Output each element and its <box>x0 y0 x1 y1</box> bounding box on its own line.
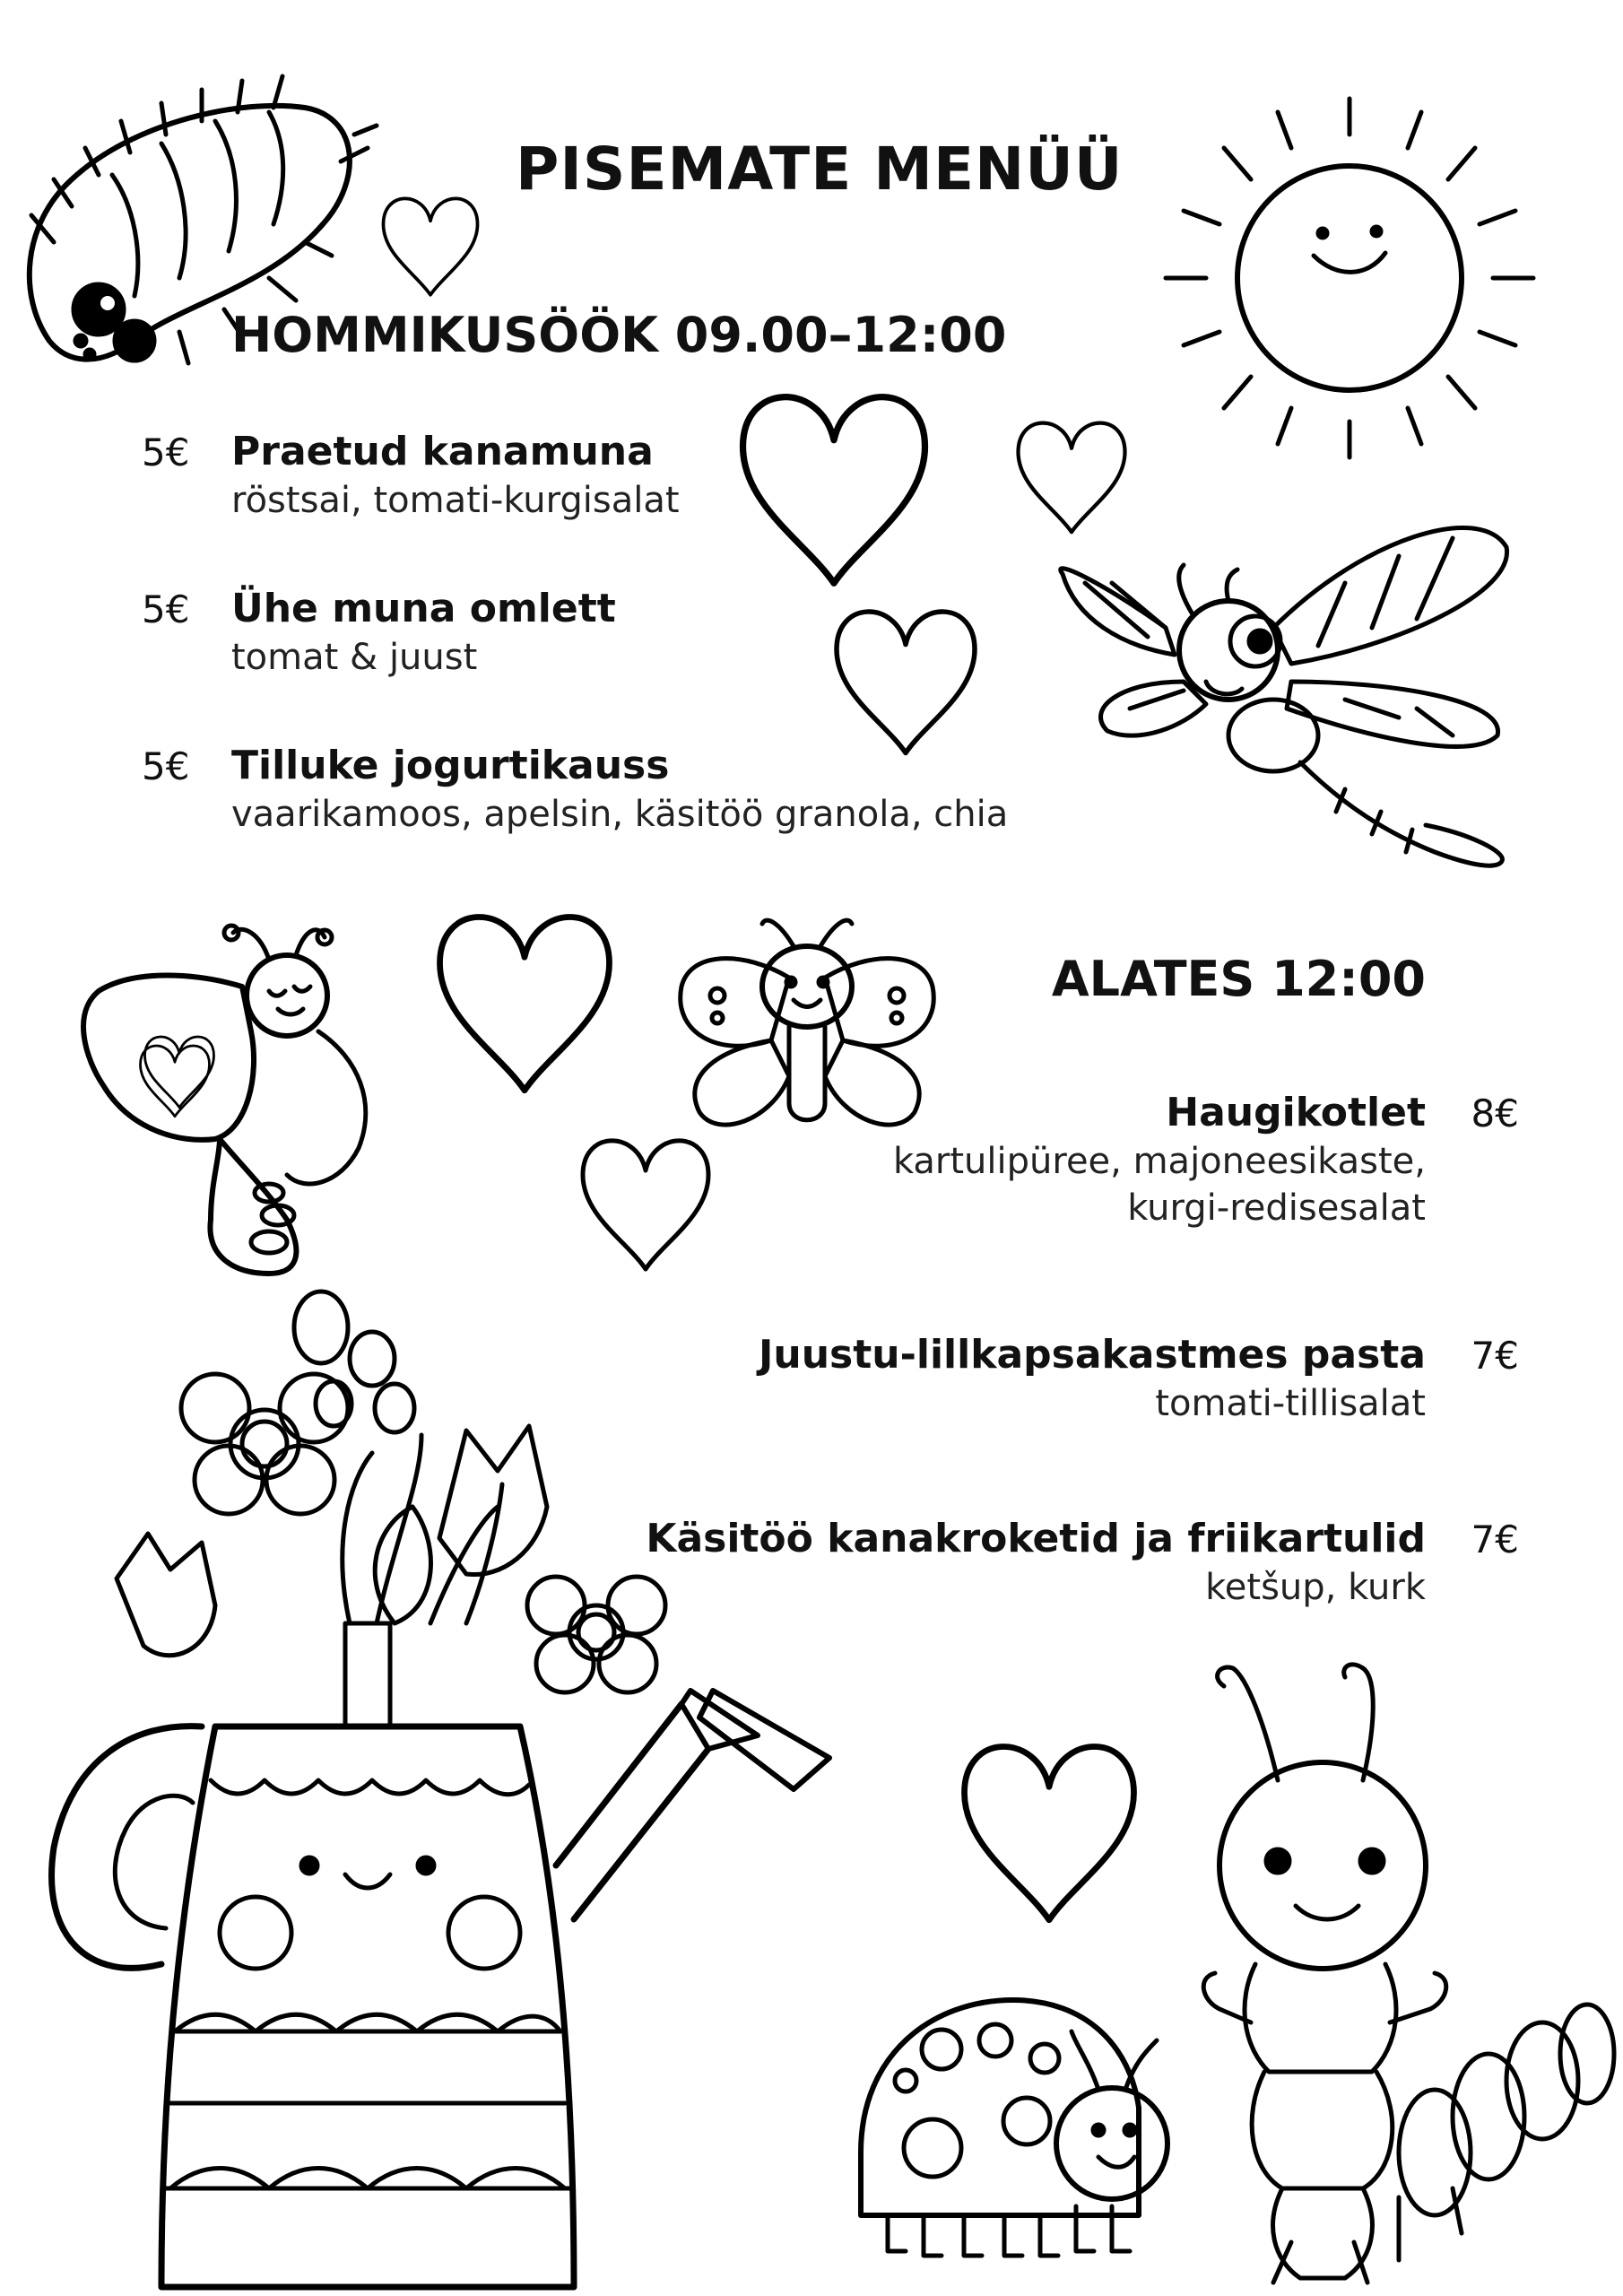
breakfast-item <box>142 429 680 521</box>
heart-icon <box>965 1746 1134 1919</box>
dragonfly-icon <box>1061 527 1507 865</box>
heart-icon <box>583 1141 708 1269</box>
caterpillar-icon <box>1203 1665 1614 2283</box>
lunch-item <box>646 1516 1519 1608</box>
heart-icon <box>1019 423 1125 533</box>
item-description: kurgi-redisesalat <box>1127 1187 1426 1229</box>
watering-can-icon <box>52 1623 829 2287</box>
item-name: Käsitöö kanakroketid ja friikartulid <box>646 1516 1426 1561</box>
item-description: tomat & juust <box>231 637 478 678</box>
breakfast-section-title: HOMMIKUSÖÖK 09.00–12:00 <box>231 307 1007 363</box>
sun-icon <box>1166 99 1533 457</box>
lunch-section-title: ALATES 12:00 <box>1051 951 1426 1007</box>
menu-title: PISEMATE MENÜÜ <box>516 135 1124 204</box>
item-name: Tilluke jogurtikauss <box>231 743 670 788</box>
lunch-item <box>759 1332 1519 1424</box>
breakfast-item <box>142 586 616 678</box>
heart-icon <box>384 198 478 294</box>
item-name: Juustu-lillkapsakastmes pasta <box>759 1332 1426 1378</box>
item-price: 8€ <box>1471 1091 1519 1135</box>
item-name: Haugikotlet <box>1166 1090 1426 1135</box>
heart-icon <box>145 1037 214 1108</box>
heart-icon <box>743 397 925 584</box>
item-price: 5€ <box>142 744 190 788</box>
ladybug-icon <box>861 2000 1167 2256</box>
item-description: röstsai, tomati-kurgisalat <box>231 480 680 521</box>
item-price: 5€ <box>142 430 190 474</box>
breakfast-item <box>142 743 1009 835</box>
item-price: 7€ <box>1471 1518 1519 1561</box>
item-description: kartulipüree, majoneesikaste, <box>892 1141 1426 1182</box>
item-description: ketšup, kurk <box>1205 1567 1426 1608</box>
heart-icon <box>440 917 610 1090</box>
butterfly-icon <box>83 926 366 1274</box>
lunch-item <box>892 1090 1519 1229</box>
heart-icon <box>837 612 975 752</box>
item-name: Ühe muna omlett <box>231 586 616 631</box>
item-price: 5€ <box>142 587 190 631</box>
item-price: 7€ <box>1471 1334 1519 1378</box>
item-name: Praetud kanamuna <box>231 429 654 474</box>
item-description: vaarikamoos, apelsin, käsitöö granola, chia <box>231 794 1009 835</box>
item-description: tomati-tillisalat <box>1155 1383 1426 1424</box>
